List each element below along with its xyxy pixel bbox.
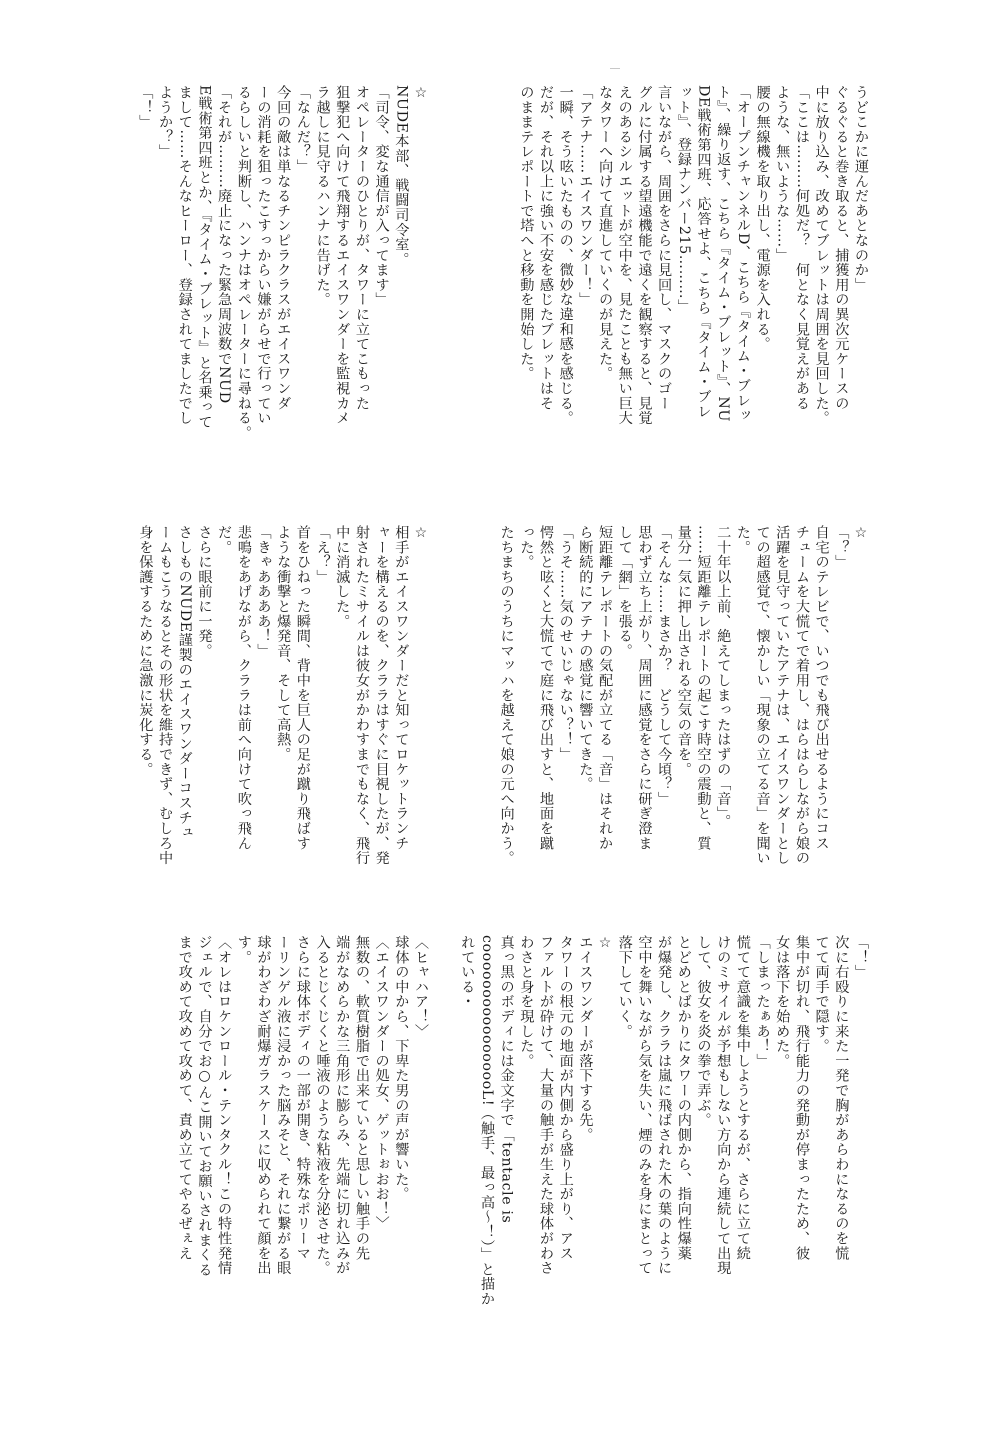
text-line: うどこかに運んだあとなのか」 [853, 85, 869, 293]
text-line: 相手がエイスワンダーだと知ってロケットランチ [393, 525, 410, 851]
text-line: 端がなめらかな三角形に膨らみ、先端に切れ込みが [334, 935, 351, 1276]
text-line: 二十年以上前、絶えてしまったはずの「音」。 [715, 525, 732, 829]
text-line: して、彼女を炎の拳で弄ぶ。 [695, 935, 712, 1128]
text-line: 球がわざわざ耐爆ガラスケースに収められて顔を出 [255, 935, 272, 1276]
text-line: 「オープンチャンネルD、こちら『タイム・ブレッ [734, 85, 751, 423]
text-line: 量分一気に押し出される空気の音を。 [675, 525, 692, 777]
text-line: 「それが………廃止になった緊急周波数でNUD [216, 85, 233, 404]
text-block-lower-right [459, 935, 870, 1325]
text-line: ームもこうなるとその形状を維持できず、むしろ中 [157, 525, 174, 866]
text-line: 短距離テレポートの気配が立てる「音」はそれか [597, 525, 614, 851]
text-line: たちまちのうちにマッハを越えて娘の元へ向かう。 [498, 525, 515, 866]
text-line: わさと身を現した。 [518, 935, 535, 1069]
text-line: 思わず立ち上がり、周囲に感覚をさらに研ぎ澄ま [636, 525, 653, 851]
text-line: ーリンゲル液に浸かった脳みそと、それに繋がる眼 [275, 935, 292, 1276]
text-line: ャーを構えるのを、クララはすぐに目視したが、発 [373, 525, 390, 866]
text-line: 首をひねった瞬間、背中を巨人の足が蹴り飛ばす [294, 525, 311, 851]
text-line: ファルトが砕けて、大量の触手が生えた球体がわさ [538, 935, 554, 1276]
text-line: 〈エイスワンダーの処女、ゲットぉおお！〉 [373, 935, 390, 1231]
text-line: 「アテナ……エイスワンダー！」 [577, 85, 594, 307]
text-line: タワーの根元の地面が内側から盛り上がり、アス [557, 935, 574, 1261]
text-line: 「きゃああああ！」 [255, 525, 272, 659]
text-line: った。 [518, 525, 535, 570]
text-line: 自宅のテレビで、いつでも飛び出せるようにコス [813, 525, 830, 851]
text-line: 「！」 [853, 935, 869, 980]
text-line: 「しまったぁあ！」 [754, 935, 771, 1069]
text-line: 真っ黒のボディには金文字で「tentacle is [498, 935, 515, 1224]
text-line: 今回の敵は単なるチンピラクラスがエイスワンダ [275, 85, 292, 411]
text-line: エイスワンダーが落下する先。 [577, 935, 594, 1143]
text-line: 身を保護するために急激に炭化する。 [137, 525, 154, 777]
text-line: 落下していく。 [616, 935, 633, 1039]
text-line: 「なんだ？」 [294, 85, 311, 174]
text-line: ラ越しに見守るハンナに告げた。 [314, 85, 331, 307]
text-line: 無数の、軟質樹脂で出来ていると思しい触手の先 [353, 935, 370, 1261]
text-line: てて両手で隠す。 [813, 935, 830, 1054]
text-block-upper-left [130, 85, 430, 485]
text-line: 球体の中から、下卑た男の声が響いた。 [393, 935, 410, 1202]
text-line: ような衝撃と爆発音、そして高熱。 [275, 525, 292, 762]
text-line: だが、それ以上に強い不安を感じたブレットはそ [538, 85, 554, 411]
text-line: 「！」 [137, 85, 154, 130]
text-line: 〈ヒャハア！〉 [413, 935, 429, 1039]
text-line: まで攻めて攻めて攻めて、責め立ててやるぜぇえ [176, 935, 193, 1261]
text-line: 活躍を見守っていたアテナは、エイスワンダーとし [774, 525, 791, 866]
text-line: とどめとばかりにタワーの内側から、指向性爆薬 [675, 935, 692, 1261]
text-line: 腰の無線機を取り出し、電源を入れる。 [754, 85, 771, 352]
text-line: 「司令、変な通信が入ってます」 [373, 85, 390, 307]
text-line: ☆ [413, 525, 429, 542]
text-line: 射されたミサイルは彼女がかわすまでもなく、飛行 [353, 525, 370, 866]
text-line: ☆ [413, 85, 429, 102]
text-line: 中に放り込み、改めてブレットは周囲を見回した。 [813, 85, 830, 426]
text-line: 狙撃犯へ向けて飛翔するエイスワンダーを監視カメ [334, 85, 351, 426]
text-line: ぐるぐると巻き取ると、捕獲用の異次元ケースの [833, 85, 850, 411]
text-line: のままテレポートで塔へと移動を開始した。 [518, 85, 535, 381]
text-line: cooooooooooooooooL!（触手、最っ高〜！）」と描か [478, 935, 495, 1307]
text-line: 入るとじくじくと唾液のような粘液を分泌させた。 [314, 935, 331, 1276]
text-line: 集中が切れ、飛行能力の発動が停まったため、彼 [793, 935, 810, 1261]
text-line: れている・ [459, 935, 476, 1009]
text-line: だ。 [216, 525, 233, 555]
text-line: す。 [235, 935, 252, 965]
text-line: なタワーへ向けて直進していくのが見えた。 [597, 85, 614, 381]
text-line: ☆ [597, 935, 614, 952]
text-line: るらしいと判断し、ハンナはオペレーターに尋ねる。 [235, 85, 252, 441]
text-block-upper-right [470, 85, 870, 485]
text-line: ☆ [853, 525, 869, 542]
text-line: 「？」 [833, 525, 850, 570]
text-line: 「ここは………何処だ？ 何となく見覚えがある [793, 85, 810, 411]
text-line: さらに眼前に一発。 [196, 525, 213, 659]
text-line: NUDE本部、戦闘司令室。 [393, 85, 410, 267]
text-line: 「え？」 [314, 525, 331, 585]
text-line: 〈オレはロケンロール・テンタクル！この特性発情 [216, 935, 233, 1276]
text-line: 「そんな……まさか？ どうして今頃？」 [656, 525, 673, 807]
text-block-lower-left [120, 935, 430, 1325]
text-line: して「網」を張る。 [616, 525, 633, 659]
text-line: さらに球体ボディの一部が開き、特殊なポリーマ [294, 935, 311, 1261]
text-block-middle-left [120, 525, 430, 925]
scan-mark [610, 68, 620, 69]
text-line: ット』、登録ナンバー215………」 [675, 85, 692, 314]
text-line: 中に消滅した。 [334, 525, 351, 629]
text-line: 悲鳴をあげながら、クララは前へ向けて吹っ飛ん [235, 525, 252, 851]
text-line: が爆発し、クララは嵐に飛ばされた木の葉のように [656, 935, 673, 1276]
text-line: 空中を舞いながら気を失い、煙のみを身にまとって [636, 935, 653, 1276]
text-line: 次に右殴りに来た一発で胸があらわになるのを慌 [833, 935, 850, 1261]
text-line: けのミサイルが予想もしない方向から連続して出現 [715, 935, 732, 1276]
text-line: えのあるシルエットが空中を、見たことも無い巨大 [616, 85, 633, 426]
text-line: 「うそ……気のせいじゃない？！」 [557, 525, 574, 762]
text-line: オペレーターのひとりが、タワーに立てこもった [353, 85, 370, 411]
text-line: 愕然と呟くと大慌てで庭に飛び出すと、地面を蹴 [538, 525, 554, 851]
text-line: まして……そんなヒーロー、登録されてましたでし [176, 85, 193, 426]
text-line: チュームを大慌てで着用し、はらはらしながら娘の [793, 525, 810, 866]
text-line: さしものNUDE謹製のエイスワンダーコスチュ [176, 525, 193, 840]
text-line: た。 [734, 525, 751, 555]
text-line: グルに付属する望遠機能で遠くを観察すると、見覚 [636, 85, 653, 426]
text-block-middle-right [470, 525, 870, 925]
text-line: ての超感覚で、懐かしい「現象の立てる音」を聞い [754, 525, 771, 866]
text-line: ……短距離テレポートの起こす時空の震動と、質 [695, 525, 712, 851]
text-line: ーの消耗を狙ったこすっからい嫌がらせで行ってい [255, 85, 272, 426]
text-line: 慌てて意識を集中しようとするが、さらに立て続 [734, 935, 751, 1261]
text-line: ら断続的にアテナの感覚に響いてきた。 [577, 525, 594, 792]
text-line: ようか？」 [157, 85, 174, 159]
text-line: ト』、繰り返す、こちら『タイム・ブレット』、NU [715, 85, 732, 422]
text-line: 女は落下を始めた。 [774, 935, 791, 1069]
text-line: DE戦術第四班、応答せよ、こちら『タイム・ブレ [695, 85, 712, 419]
text-line: ような、無いような……」 [774, 85, 791, 263]
text-line: 言いながら、周囲をさらに見回し、マスクのゴー [656, 85, 673, 411]
text-line: 一瞬、そう呟いたものの、微妙な違和感を感じる。 [557, 85, 574, 426]
text-line: E戦術第四班とか、『タイム・ブレット』と名乗って [196, 85, 213, 430]
text-line: ジェルで、自分でお○んこ開いてお願いされまくる [196, 935, 213, 1278]
